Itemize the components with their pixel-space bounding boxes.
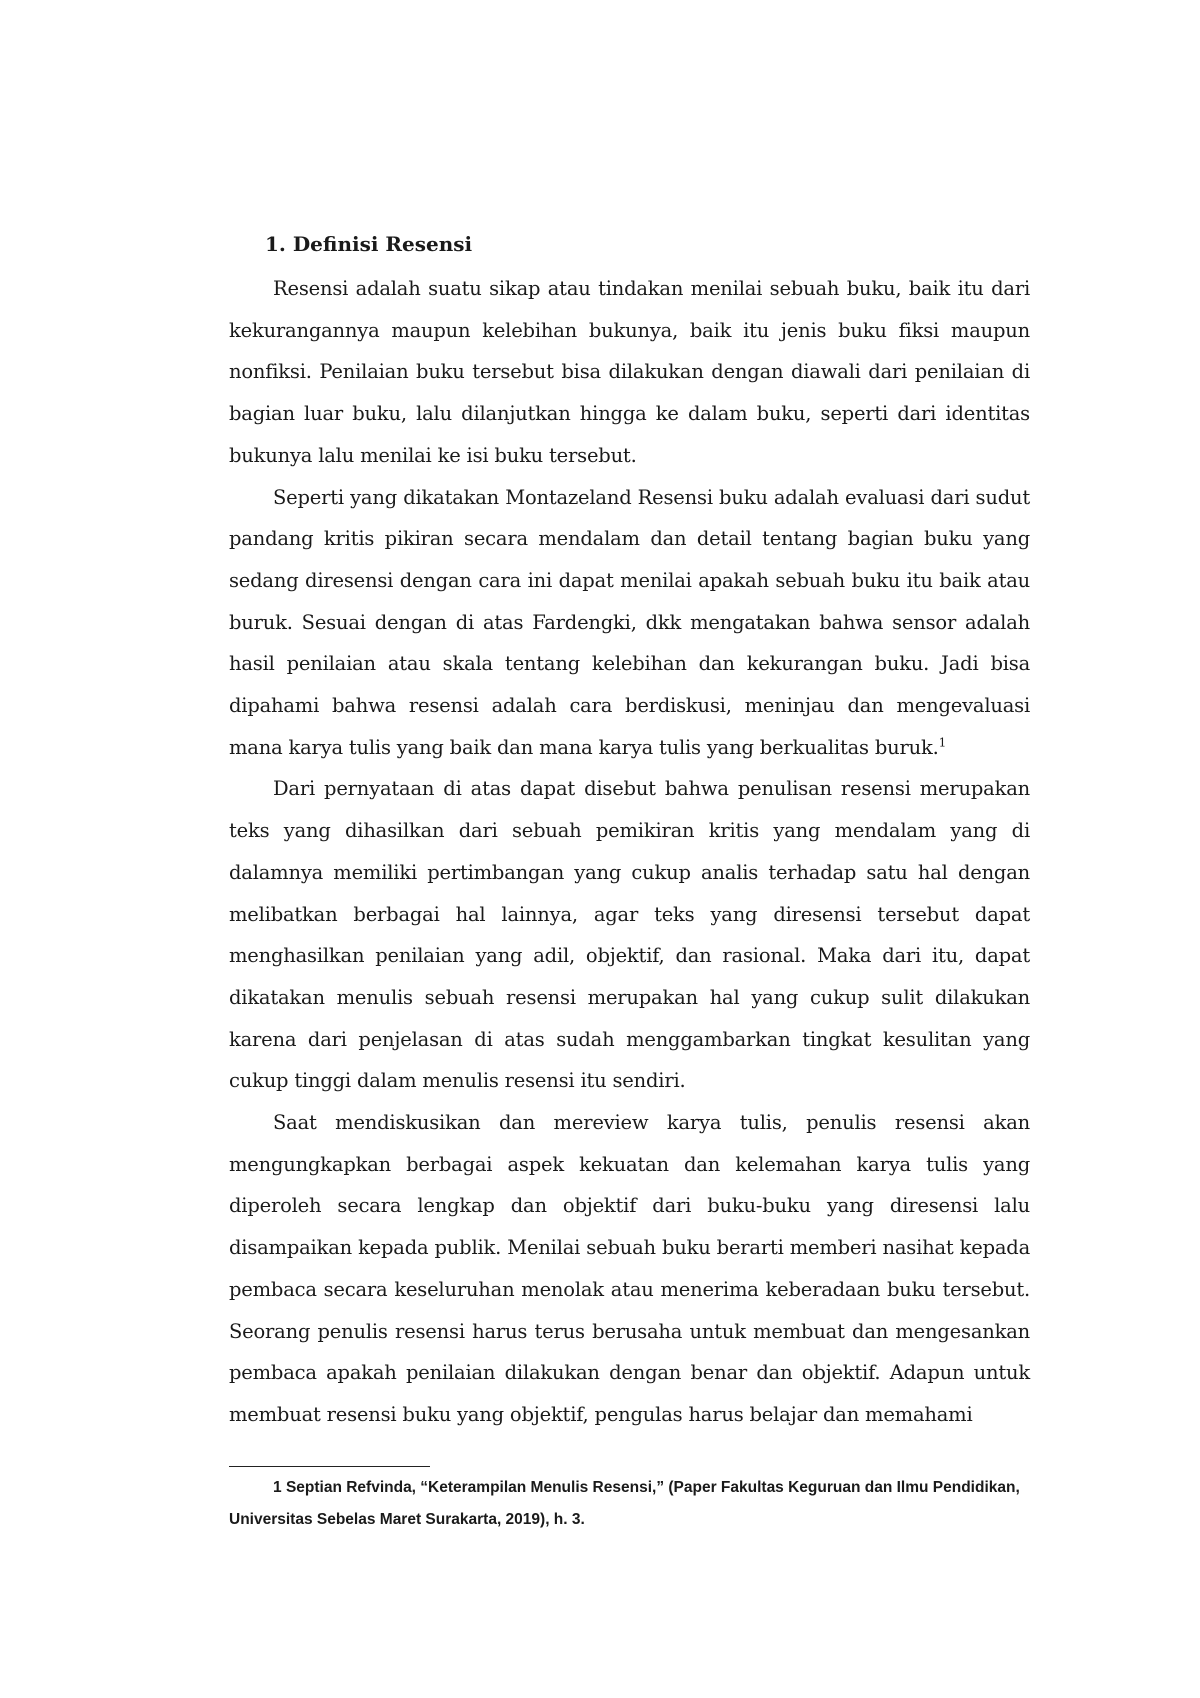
footnote-separator — [229, 1466, 430, 1467]
footnote-reference[interactable]: 1 — [938, 735, 947, 750]
footnote — [229, 1472, 1030, 1536]
footnote-text: Septian Refvinda, “Keterampilan Menulis Resensi,” (Paper Fakultas Keguruan dan Ilmu Pendidikan, Universitas Sebelas Maret Surakarta, 2019), h. 3. — [229, 1479, 1025, 1528]
body-text — [229, 268, 1030, 1436]
footnote-number: 1 — [273, 1479, 282, 1496]
paragraph-3: Dari pernyataan di atas dapat disebut bahwa penulisan resensi merupakan teks yang dihasilkan dari sebuah pemikiran kritis yang mendalam yang di dalamnya memiliki pertimbangan yang cukup analis terhadap satu hal dengan melibatkan berbagai hal lainnya, agar teks yang diresensi tersebut dapat menghasilkan penilaian yang adil, objektif, dan rasional. Maka dari itu, dapat dikatakan menulis sebuah resensi merupakan hal yang cukup sulit dilakukan karena dari penjelasan di atas sudah menggambarkan tingkat kesulitan yang cukup tinggi dalam menulis resensi itu sendiri. — [229, 777, 1030, 1093]
paragraph-2 — [229, 477, 1030, 769]
paragraph-4: Saat mendiskusikan dan mereview karya tulis, penulis resensi akan mengungkapkan berbagai aspek kekuatan dan kelemahan karya tulis yang diperoleh secara lengkap dan objektif dari buku-buku yang diresensi lalu disampaikan kepada publik. Menilai sebuah buku berarti memberi nasihat kepada pembaca secara keseluruhan menolak atau menerima keberadaan buku tersebut. Seorang penulis resensi harus terus berusaha untuk membuat dan mengesankan pembaca apakah penilaian dilakukan dengan benar dan objektif. Adapun untuk membuat resensi buku yang objektif, pengulas harus belajar dan memahami — [229, 1111, 1030, 1426]
paragraph-2-text: Seperti yang dikatakan Montazeland Resensi buku adalah evaluasi dari sudut pandang kritis pikiran secara mendalam dan detail tentang bagian buku yang sedang diresensi dengan cara ini dapat menilai apakah sebuah buku itu baik atau buruk. Sesuai dengan di atas Fardengki, dkk mengatakan bahwa sensor adalah hasil penilaian atau skala tentang kelebihan dan kekurangan buku. Jadi bisa dipahami bahwa resensi adalah cara berdiskusi, meninjau dan mengevaluasi mana karya tulis yang baik dan mana karya tulis yang berkualitas buruk. — [229, 485, 1030, 759]
paragraph-1: Resensi adalah suatu sikap atau tindakan menilai sebuah buku, baik itu dari kekurangannya maupun kelebihan bukunya, baik itu jenis buku fiksi maupun nonfiksi. Penilaian buku tersebut bisa dilakukan dengan diawali dari penilaian di bagian luar buku, lalu dilanjutkan hingga ke dalam buku, seperti dari identitas bukunya lalu menilai ke isi buku tersebut. — [229, 277, 1030, 467]
section-heading: 1. Definisi Resensi — [265, 232, 473, 256]
